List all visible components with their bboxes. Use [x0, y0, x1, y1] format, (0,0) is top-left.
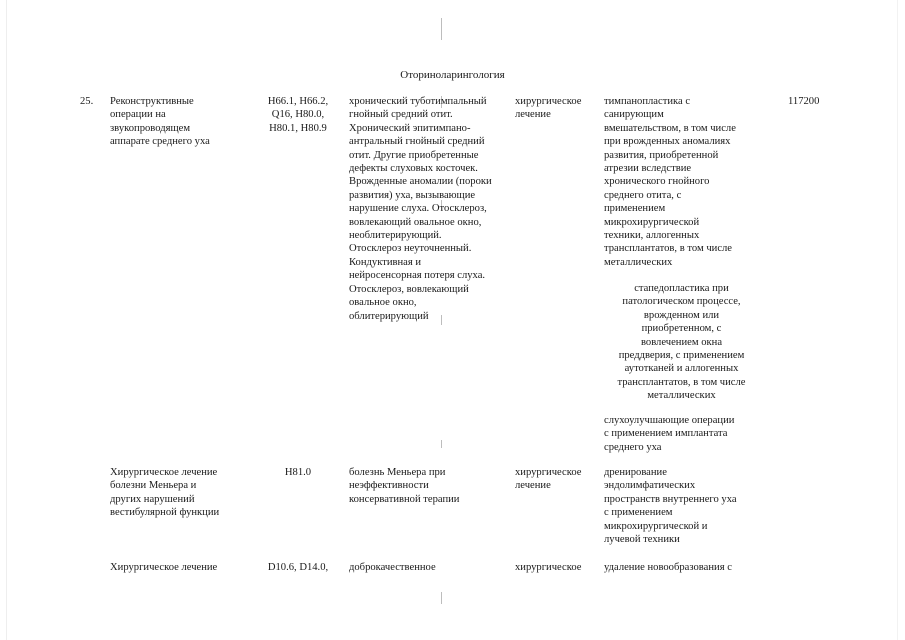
norm-cost: 117200: [788, 96, 820, 107]
fold-mark: [441, 592, 442, 604]
icd-codes: H66.1, H66.2, Q16, H80.0, H80.1, H80.9: [267, 96, 329, 134]
treatment-method: слухоулучшающие операции с применением имплантата среднего уха: [604, 415, 735, 453]
section-title: Оториноларингология: [400, 69, 505, 81]
scan-edge-left: [6, 0, 7, 640]
treatment-method: стапедопластика при патологическом процессе, врожденном или приобретенном, с вовлечением окна преддверия, с применением аутотканей и аллогенных трансплантатов, в том числе металлических: [617, 283, 746, 402]
icd-codes: D10.6, D14.0,: [267, 562, 329, 573]
treatment-method: тимпанопластика с санирующим вмешательством, в том числе при врожденных аномалиях развития, приобретенной атрезии вследствие хронического гнойного среднего отита, с применением микрохирургической техники, аллогенных трансплантатов, в том числе металлических: [604, 96, 736, 268]
icd-codes: H81.0: [284, 467, 312, 478]
treatment-method: дренирование эндолимфатических пространств внутреннего уха с применением микрохирургической и лучевой техники: [604, 467, 737, 546]
diagnosis: доброкачественное: [349, 562, 436, 573]
treatment-method: удаление новообразования с: [604, 562, 732, 573]
procedure-name: Хирургическое лечение болезни Меньера и других нарушений вестибулярной функции: [110, 467, 220, 519]
scan-edge-right: [897, 0, 898, 640]
procedure-name: Хирургическое лечение: [110, 562, 218, 573]
fold-mark: [441, 18, 442, 40]
treatment-type: хирургическое лечение: [515, 96, 582, 121]
treatment-type: хирургическое лечение: [515, 467, 582, 492]
diagnosis: болезнь Меньера при неэффективности консервативной терапии: [349, 467, 460, 505]
diagnosis: хронический туботимпальный гнойный средний отит. Хронический эпитимпано- антральный гнойный средний отит. Другие приобретенные дефекты слуховых косточек. Врожденные аномалии (пороки развития) уха, вызывающие нарушение слуха. Отосклероз, вовлекающий овальное окно, необлитерирующий. Отосклероз неуточненный. Кондуктивная и нейросенсорная потеря слуха. Отосклероз, вовлекающий овальное окно, облитерирующий: [349, 96, 492, 322]
row-number: 25.: [80, 96, 94, 107]
fold-mark: [441, 440, 442, 448]
procedure-name: Реконструктивные операции на звукопроводящем аппарате среднего уха: [110, 96, 210, 148]
treatment-type: хирургическое: [515, 562, 582, 573]
